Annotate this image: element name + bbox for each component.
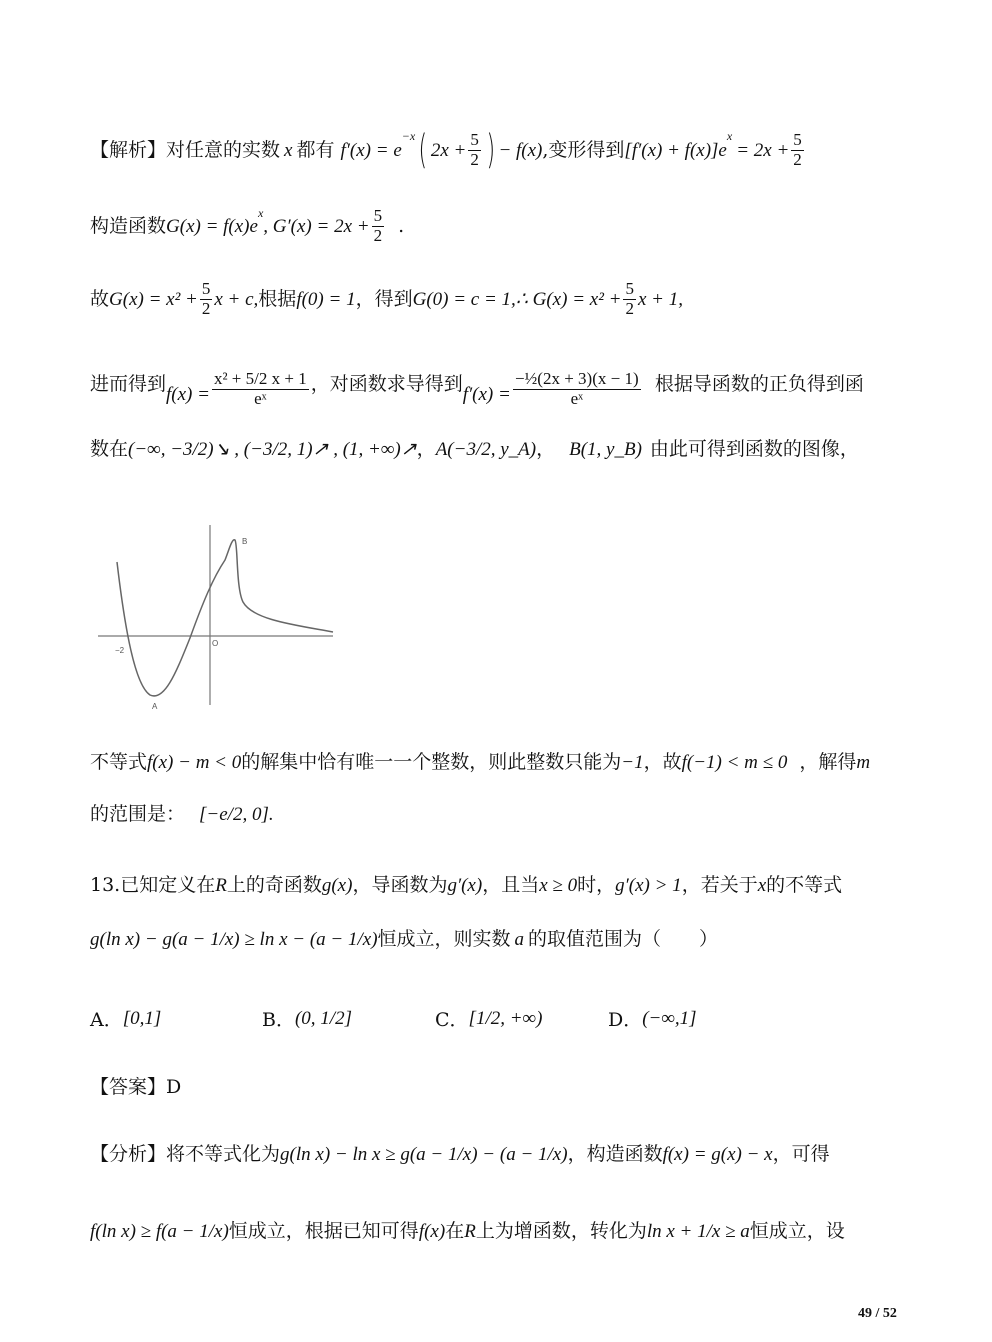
fraction: $\frac{5}{2}$ [470, 129, 479, 169]
math: (−∞, −3/2)↘ , (−3/2, 1)↗ , (1, +∞)↗ [128, 439, 417, 460]
text: 的取值范围为（ ） [528, 928, 719, 950]
math: g′(x) [447, 875, 483, 896]
option-d[interactable] [608, 1005, 697, 1032]
fenxi-line-1 [90, 1145, 830, 1164]
math: f′(x) = [462, 383, 511, 405]
page-number: 49 / 52 [858, 1306, 897, 1321]
fraction: $\frac{5}{2}$ [201, 279, 211, 318]
text: 根据导函数的正负得到函 [654, 372, 864, 395]
answer-label: 【答案】 [90, 1076, 167, 1098]
text: 恒成立，根据已知可得 [228, 1220, 419, 1242]
math: −1 [621, 752, 644, 773]
text: ，且当 [482, 874, 540, 896]
options-row [90, 1005, 850, 1041]
math: ln x + 1/x ≥ a [646, 1221, 750, 1242]
math: g(ln x) − g(a − 1/x) ≥ ln x − (a − 1/x) [90, 929, 378, 950]
math: f(0) = 1 [296, 288, 356, 310]
fraction: $\frac{5}{2}$ [793, 129, 802, 169]
analysis-line-2 [90, 207, 404, 245]
text: ，可得 [772, 1143, 830, 1165]
option-a[interactable] [90, 1005, 161, 1032]
math: a [514, 929, 525, 950]
text: 时， [577, 874, 616, 896]
text: . [398, 214, 405, 237]
math: x + 1, [637, 288, 683, 310]
math: 2x + [430, 139, 467, 161]
option-b[interactable] [262, 1005, 352, 1032]
text: 进而得到 [90, 372, 167, 395]
math: = 2x + [736, 139, 790, 161]
label-b: B [242, 537, 248, 546]
option-c-label: C． [435, 1009, 469, 1031]
fraction: $\frac{5}{2}$ [625, 279, 634, 318]
math: f(x) − m < 0 [147, 752, 242, 773]
math: f(x) = [166, 383, 210, 405]
exponent: x [726, 129, 733, 143]
text: ,变形得到 [542, 138, 625, 161]
label-a: A [152, 702, 158, 711]
function-graph [95, 520, 340, 720]
text: 不等式 [90, 751, 148, 773]
option-c[interactable] [435, 1005, 542, 1032]
text: 上的奇函数 [226, 874, 322, 896]
text: 恒成立，设 [749, 1220, 845, 1242]
math: [f′(x) + f(x)]e [624, 139, 727, 161]
text: ， [416, 438, 436, 460]
text: 由此可得到函数的图像， [649, 438, 859, 460]
math: [−e/2, 0]. [199, 804, 274, 825]
analysis-line-4 [90, 360, 864, 408]
text: 构造函数 [90, 214, 167, 237]
answer-line [90, 1078, 181, 1097]
text: ，构造函数 [567, 1143, 663, 1165]
option-b-label: B． [262, 1009, 295, 1031]
math: f(ln x) ≥ f(a − 1/x) [90, 1221, 229, 1242]
math: f(x) [418, 1221, 446, 1242]
math: f(x) = g(x) − x [662, 1144, 773, 1165]
analysis-line-7 [90, 805, 274, 824]
option-b-value: (0, 1/2] [294, 1007, 352, 1029]
fraction: $\frac{5}{2}$ [373, 206, 383, 245]
option-c-value: [1/2, +∞) [468, 1007, 543, 1029]
option-d-value: (−∞,1] [642, 1007, 697, 1029]
math: R [215, 875, 227, 896]
question-13-line-2 [90, 930, 718, 949]
text: ，对函数求导得到 [310, 372, 463, 395]
text: 恒成立，则实数 [377, 928, 511, 950]
math: R [464, 1221, 476, 1242]
text: 故 [90, 287, 110, 310]
label-o: O [212, 639, 219, 648]
text: ，得到 [355, 287, 413, 310]
math: − f(x) [498, 139, 543, 161]
math: g(ln x) − ln x ≥ g(a − 1/x) − (a − 1/x) [280, 1144, 568, 1165]
math: A(−3/2, y_A) [435, 439, 537, 460]
text: 数在 [90, 438, 129, 460]
exponent: x [257, 206, 264, 220]
math: f(−1) < m ≤ 0 [681, 752, 788, 773]
math: m [856, 752, 871, 773]
label-neg2: −2 [115, 646, 125, 655]
math: x [284, 139, 293, 161]
option-a-label: A． [90, 1009, 123, 1031]
paren: ( [418, 127, 428, 173]
question-13-line-1 [90, 876, 842, 895]
math: f′(x) = e [340, 139, 402, 161]
math: G(0) = c = 1,∴ G(x) = x² + [412, 288, 622, 310]
text: ，导函数为 [352, 874, 448, 896]
fraction: $\frac{\text{−½(2x + 3)(x − 1)}}{\text{eˣ}}$ [514, 369, 639, 408]
exponent: −x [401, 129, 416, 143]
fenxi-label: 【分析】 [90, 1143, 167, 1165]
math: G(x) = f(x)e [166, 215, 258, 237]
paren: ) [486, 127, 495, 173]
text: 在 [445, 1220, 465, 1242]
analysis-line-6 [90, 753, 870, 772]
text: 都有 [296, 138, 335, 161]
text: ，若关于 [681, 874, 758, 896]
option-d-label: D． [608, 1009, 643, 1031]
math: x [757, 875, 767, 896]
option-a-value: [0,1] [122, 1007, 162, 1029]
answer-value: D [166, 1076, 182, 1098]
text: 上为增函数，转化为 [475, 1220, 647, 1242]
text: 将不等式化为 [166, 1143, 281, 1165]
text: 13.已知定义在 [90, 874, 216, 896]
text: 对任意的实数 [166, 138, 281, 161]
text: ，故 [643, 751, 682, 773]
text: ，解得 [799, 751, 857, 773]
math: g′(x) > 1 [615, 875, 682, 896]
text: 的不等式 [766, 874, 843, 896]
fraction: $\frac{\text{x² + 5/2 x + 1}}{\text{eˣ}}$ [213, 369, 307, 408]
analysis-line-1 [90, 127, 806, 173]
curve [117, 540, 333, 696]
text: 根据 [258, 287, 297, 310]
text: ， [536, 438, 556, 460]
fenxi-line-2 [90, 1222, 845, 1241]
analysis-label: 【解析】 [90, 138, 167, 161]
math: x + c, [214, 288, 259, 310]
math: , G′(x) = 2x + [263, 215, 370, 237]
math: g(x) [321, 875, 353, 896]
math: B(1, y_B) [569, 439, 642, 460]
analysis-line-3 [90, 280, 683, 318]
math: x ≥ 0 [539, 875, 578, 896]
analysis-line-5 [90, 440, 859, 459]
text: 的解集中恰有唯一一个整数，则此整数只能为 [241, 751, 622, 773]
math: G(x) = x² + [109, 288, 198, 310]
text: 的范围是： [90, 803, 186, 825]
